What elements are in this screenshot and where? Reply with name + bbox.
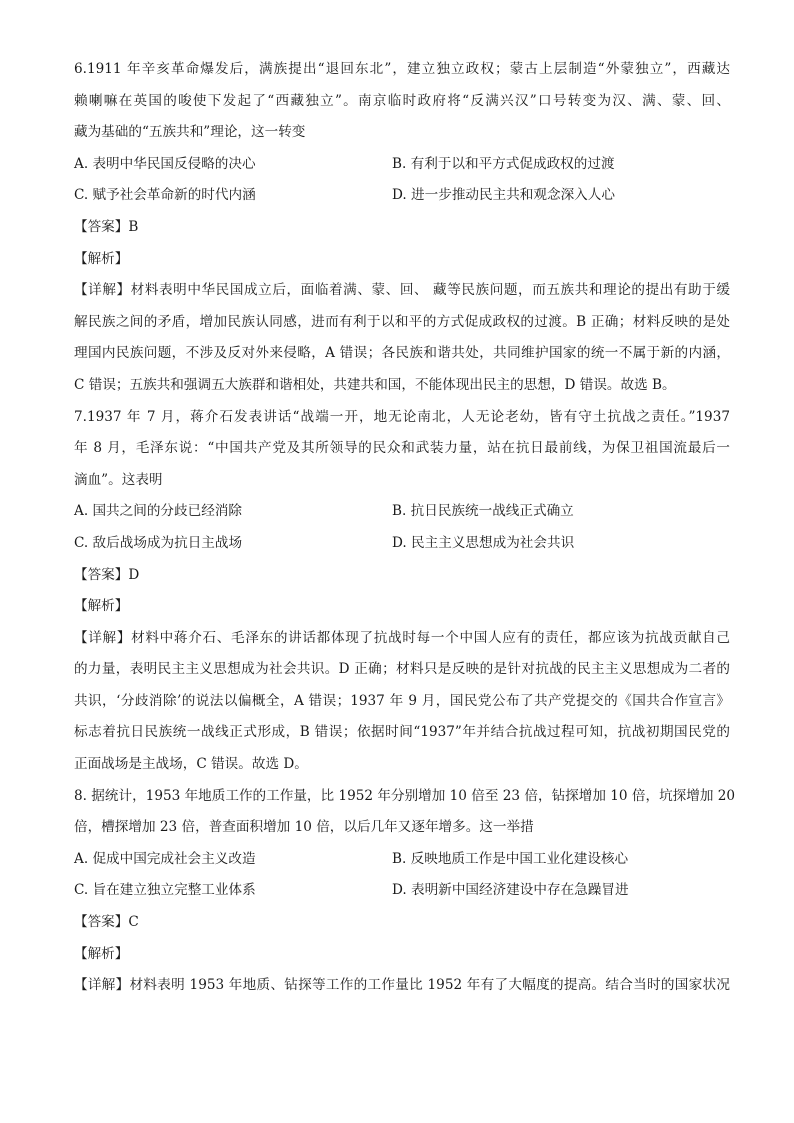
- question-7: [74, 402, 730, 781]
- question-7-stem-line-3: 滴血”。这表明: [74, 471, 163, 488]
- question-6-option-b: B. 有利于以和平方式促成政权的过渡: [392, 155, 615, 172]
- question-7-option-a: A. 国共之间的分歧已经消除: [74, 503, 242, 520]
- question-6-detail-line-3: 理国内民族问题，不涉及反对外来侵略，A 错误；各民族和谐共处，共同维护国家的统一不属于新的内涵，: [74, 345, 730, 362]
- question-7-detail-line-3: 共识，‘分歧消除’的说法以偏概全，A 错误；1937 年 9 月，国民党公布了共产党提交的《国共合作宣言》: [74, 692, 730, 709]
- question-6-stem-line-2: 赖喇嘛在英国的唆使下发起了“西藏独立”。南京临时政府将“反满兴汉”口号转变为汉、满、蒙、回、: [74, 92, 730, 109]
- question-8-option-c: C. 旨在建立独立完整工业体系: [74, 882, 256, 899]
- question-6-answer: 【答案】B: [74, 218, 139, 235]
- question-7-option-b: B. 抗日民族统一战线正式确立: [392, 503, 574, 520]
- question-8-stem-line-2: 倍，槽探增加 23 倍，普查面积增加 10 倍，以后几年又逐年增多。这一举措: [74, 819, 534, 836]
- document-page: [74, 54, 736, 1002]
- question-7-detail-line-4: 标志着抗日民族统一战线正式形成，B 错误；依据时间“1937”年并结合抗战过程可知，抗战初期国民党的: [74, 724, 730, 741]
- question-8-options-row-2: [74, 875, 730, 907]
- question-7-option-d: D. 民主主义思想成为社会共识: [392, 534, 575, 551]
- question-7-stem-line-2: 年 8 月，毛泽东说：“中国共产党及其所领导的民众和武装力量，站在抗日最前线，为保卫祖国流最后一: [74, 440, 730, 457]
- question-6-analysis-label: 【解析】: [74, 250, 129, 267]
- question-7-option-c: C. 敌后战场成为抗日主战场: [74, 534, 243, 551]
- question-8-stem-line-1: 8. 据统计，1953 年地质工作的工作量，比 1952 年分别增加 10 倍至 23 倍，钻探增加 10 倍，坑探增加 20: [74, 787, 736, 804]
- question-7-options-row-1: [74, 496, 730, 528]
- question-8-option-b: B. 反映地质工作是中国工业化建设核心: [392, 850, 629, 867]
- question-8-analysis-label: 【解析】: [74, 945, 129, 962]
- question-6-option-c: C. 赋予社会革命新的时代内涵: [74, 187, 256, 204]
- question-7-detail-line-1: 【详解】材料中蒋介石、毛泽东的讲话都体现了抗战时每一个中国人应有的责任，都应该为抗战贡献自己: [74, 629, 730, 646]
- question-8-option-a: A. 促成中国完成社会主义改造: [74, 850, 256, 867]
- question-8-option-d: D. 表明新中国经济建设中存在急躁冒进: [392, 882, 629, 899]
- question-6-option-d: D. 进一步推动民主共和观念深入人心: [392, 187, 615, 204]
- question-6-options-row-2: [74, 180, 730, 212]
- question-6-detail-line-4: C 错误；五族共和强调五大族群和谐相处，共建共和国，不能体现出民主的思想，D 错误。故选 B。: [74, 376, 676, 393]
- question-6-detail-line-2: 解民族之间的矛盾，增加民族认同感，进而有利于以和平的方式促成政权的过渡。B 正确；材料反映的是处: [74, 313, 730, 330]
- question-6-stem-line-3: 藏为基础的“五族共和”理论，这一转变: [74, 124, 306, 141]
- question-6-options-row-1: [74, 149, 730, 181]
- question-8: [74, 781, 736, 1002]
- question-7-stem-line-1: 7.1937 年 7 月，蒋介石发表讲话“战端一开，地无论南北，人无论老幼，皆有守土抗战之责任。”1937: [74, 408, 730, 425]
- question-8-options-row-1: [74, 844, 730, 876]
- question-7-answer: 【答案】D: [74, 566, 140, 583]
- question-7-options-row-2: [74, 528, 730, 560]
- question-7-detail-line-5: 正面战场是主战场，C 错误。故选 D。: [74, 756, 308, 773]
- question-6: [74, 54, 730, 402]
- question-8-answer: 【答案】C: [74, 914, 139, 931]
- question-8-detail-line-1: 【详解】材料表明 1953 年地质、钻探等工作的工作量比 1952 年有了大幅度的提高。结合当时的国家状况: [74, 977, 730, 994]
- question-6-option-a: A. 表明中华民国反侵略的决心: [74, 155, 256, 172]
- question-7-analysis-label: 【解析】: [74, 598, 129, 615]
- question-6-detail-line-1: 【详解】材料表明中华民国成立后，面临着满、蒙、回、 藏等民族问题，而五族共和理论的提出有助于缓: [74, 282, 730, 299]
- question-7-detail-line-2: 的力量，表明民主主义思想成为社会共识。D 正确；材料只是反映的是针对抗战的民主主义思想成为二者的: [74, 661, 730, 678]
- question-6-stem-line-1: 6.1911 年辛亥革命爆发后，满族提出“退回东北”，建立独立政权；蒙古上层制造“外蒙独立”，西藏达: [74, 61, 730, 77]
